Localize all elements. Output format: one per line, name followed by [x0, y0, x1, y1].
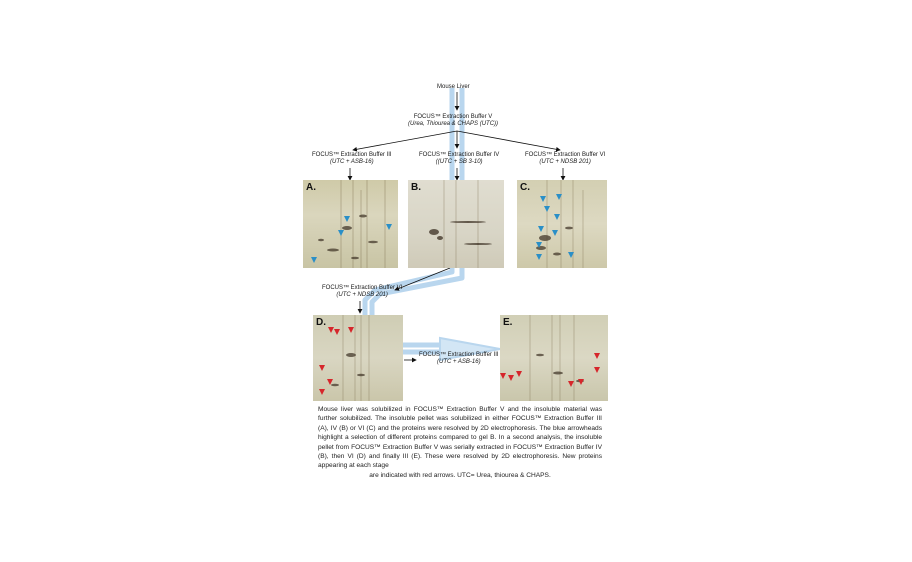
red-arrowhead	[319, 365, 325, 371]
red-arrowhead	[508, 375, 514, 381]
gel-e-label: E.	[503, 317, 513, 328]
buffer-vi-serial-subtitle: (UTC + NDSB 201)	[336, 292, 388, 298]
figure-caption	[318, 405, 602, 480]
blue-arrowhead	[556, 194, 562, 200]
caption-last-line: are indicated with red arrows. UTC= Urea, thiourea & CHAPS.	[369, 471, 551, 479]
red-arrowhead	[500, 373, 506, 379]
red-arrowhead	[319, 389, 325, 395]
buffer-iv-subtitle: ((UTC + SB 3-10)	[435, 159, 483, 165]
buffer-iii-serial-subtitle: (UTC + ASB-16)	[436, 359, 481, 365]
gel-e-spots	[500, 315, 608, 401]
blue-arrowhead	[554, 214, 560, 220]
buffer-vi-serial-title: FOCUS™ Extraction Buffer VI	[322, 285, 403, 291]
source-node	[437, 84, 470, 91]
blue-arrowhead	[568, 252, 574, 258]
buffer-iii-serial-title: FOCUS™ Extraction Buffer III	[419, 352, 499, 358]
blue-arrowhead	[552, 230, 558, 236]
gel-b-label: B.	[411, 182, 421, 193]
gel-c-spots	[517, 180, 607, 268]
blue-arrowhead	[311, 257, 317, 263]
red-arrowhead	[327, 379, 333, 385]
gel-a	[303, 180, 398, 268]
red-arrowhead	[578, 379, 584, 385]
red-arrowhead	[516, 371, 522, 377]
buffer-iii-subtitle: (UTC + ASB-16)	[329, 159, 374, 165]
blue-arrowhead	[544, 206, 550, 212]
buffer-vi-title: FOCUS™ Extraction Buffer VI	[525, 152, 606, 158]
red-arrowhead	[334, 329, 340, 335]
buffer-iii-serial-node	[419, 352, 499, 366]
gel-d-label: D.	[316, 317, 326, 328]
gel-d-spots	[313, 315, 403, 401]
gel-b-spots	[408, 180, 504, 268]
buffer-iii-node	[312, 152, 392, 166]
buffer-vi-node	[525, 152, 605, 166]
blue-arrowhead	[338, 230, 344, 236]
buffer-iii-title: FOCUS™ Extraction Buffer III	[312, 152, 392, 158]
blue-arrowhead	[540, 196, 546, 202]
gel-b	[408, 180, 504, 268]
buffer-iv-node	[419, 152, 499, 166]
caption-body: Mouse liver was solubilized in FOCUS™ Extraction Buffer V and the insoluble material was further solubilized. The insoluble pellet was solubilized in either FOCUS™ Extraction Buffer III (A), IV (B) or VI (C) and the proteins were resolved by 2D electrophoresis. The blue arrowheads highlight a selection of different proteins compared to gel B. In a second analysis, the insoluble pellet from FOCUS™ Extraction Buffer V was serially extracted in FOCUS™ Extraction Buffer IV (B), then VI (D) and finally III (E). These were resolved by 2D electrophoresis. New proteins appearing at each stage	[318, 406, 602, 470]
gel-c-label: C.	[520, 182, 530, 193]
red-arrowhead	[594, 367, 600, 373]
gel-c	[517, 180, 607, 268]
source-label: Mouse Liver	[437, 84, 470, 90]
red-arrowhead	[348, 327, 354, 333]
gel-d	[313, 315, 403, 401]
gel-a-label: A.	[306, 182, 316, 193]
blue-arrowhead	[536, 242, 542, 248]
blue-arrowhead	[536, 254, 542, 260]
blue-arrowhead	[386, 224, 392, 230]
buffer-vi-subtitle: (UTC + NDSB 201)	[539, 159, 591, 165]
red-arrowhead	[594, 353, 600, 359]
blue-arrowhead	[538, 226, 544, 232]
blue-arrowhead	[344, 216, 350, 222]
buffer-vi-serial-node	[322, 285, 402, 299]
buffer-iv-title: FOCUS™ Extraction Buffer IV	[419, 152, 500, 158]
red-arrowhead	[568, 381, 574, 387]
buffer-v-title: FOCUS™ Extraction Buffer V	[413, 114, 493, 120]
gel-e	[500, 315, 608, 401]
buffer-v-node	[408, 114, 498, 128]
buffer-v-subtitle: (Urea, Thiourea & CHAPS (UTC))	[408, 121, 499, 127]
gel-a-spots	[303, 180, 398, 268]
